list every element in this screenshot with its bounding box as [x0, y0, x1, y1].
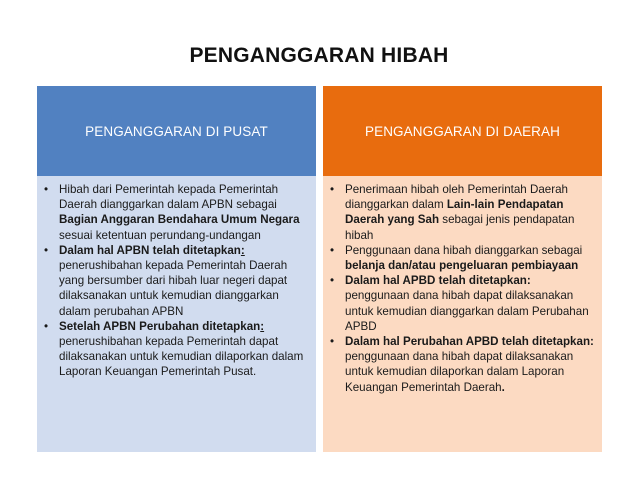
item-lead: Setelah APBN Perubahan ditetapkan — [59, 319, 261, 333]
list-item — [345, 243, 596, 273]
item-emphasis: belanja dan/atau pengeluaran pembiayaan — [345, 259, 579, 273]
item-text: penerushibahan kepada Pemerintah Daerah yang bersumber dari hibah luar negeri dapat dilaksanakan untuk kemudian dianggarkan dalam perubahan APBN — [59, 259, 288, 318]
slide-title: PENGANGGARAN HIBAH — [189, 44, 449, 67]
item-text: Penggunaan dana hibah dianggarkan sebagai — [345, 243, 583, 257]
list-item — [59, 319, 310, 380]
central-budgeting-column — [37, 86, 316, 452]
item-colon: : — [240, 243, 245, 257]
item-text: Hibah dari Pemerintah kepada Pemerintah Daerah dianggarkan dalam APBN sebagai — [59, 183, 279, 212]
central-budgeting-body — [37, 176, 316, 452]
item-colon: : — [260, 319, 265, 333]
item-lead: Dalam hal Perubahan APBD telah ditetapkan: — [345, 335, 594, 349]
list-item — [345, 273, 596, 334]
list-item — [59, 243, 310, 319]
item-text: penerushibahan kepada Pemerintah dapat dilaksanakan untuk kemudian dilaporkan dalam Laporan Keuangan Pemerintah Pusat. — [59, 335, 304, 379]
item-lead: Dalam hal APBN telah ditetapkan — [59, 243, 241, 257]
list-item — [345, 182, 596, 243]
item-emphasis: Lain-lain Pendapatan Daerah yang Sah — [345, 198, 564, 227]
item-text: sesuai ketentuan perundang-undangan — [59, 228, 261, 242]
list-item — [345, 334, 596, 395]
item-emphasis: Bagian Anggaran Bendahara Umum Negara — [59, 213, 300, 227]
regional-budgeting-column — [323, 86, 602, 452]
item-text: penggunaan dana hibah dapat dilaksanakan untuk kemudian dilaporkan dalam Laporan Keuangan Pemerintah Daerah — [345, 350, 574, 394]
item-end: . — [501, 380, 505, 394]
item-text: penggunaan dana hibah dapat dilaksanakan untuk kemudian dianggarkan dalam Perubahan APBD — [345, 289, 589, 333]
list-item — [59, 182, 310, 243]
item-text: sebagai jenis pendapatan hibah — [345, 213, 575, 242]
item-lead: Dalam hal APBD telah ditetapkan: — [345, 274, 531, 288]
central-budgeting-header: PENGANGGARAN DI PUSAT — [37, 86, 316, 176]
regional-budgeting-body — [323, 176, 602, 452]
item-text: Penerimaan hibah oleh Pemerintah Daerah dianggarkan dalam — [345, 183, 568, 212]
regional-budgeting-header: PENGANGGARAN DI DAERAH — [323, 86, 602, 176]
central-budgeting-list — [37, 182, 310, 380]
regional-budgeting-list — [323, 182, 596, 395]
